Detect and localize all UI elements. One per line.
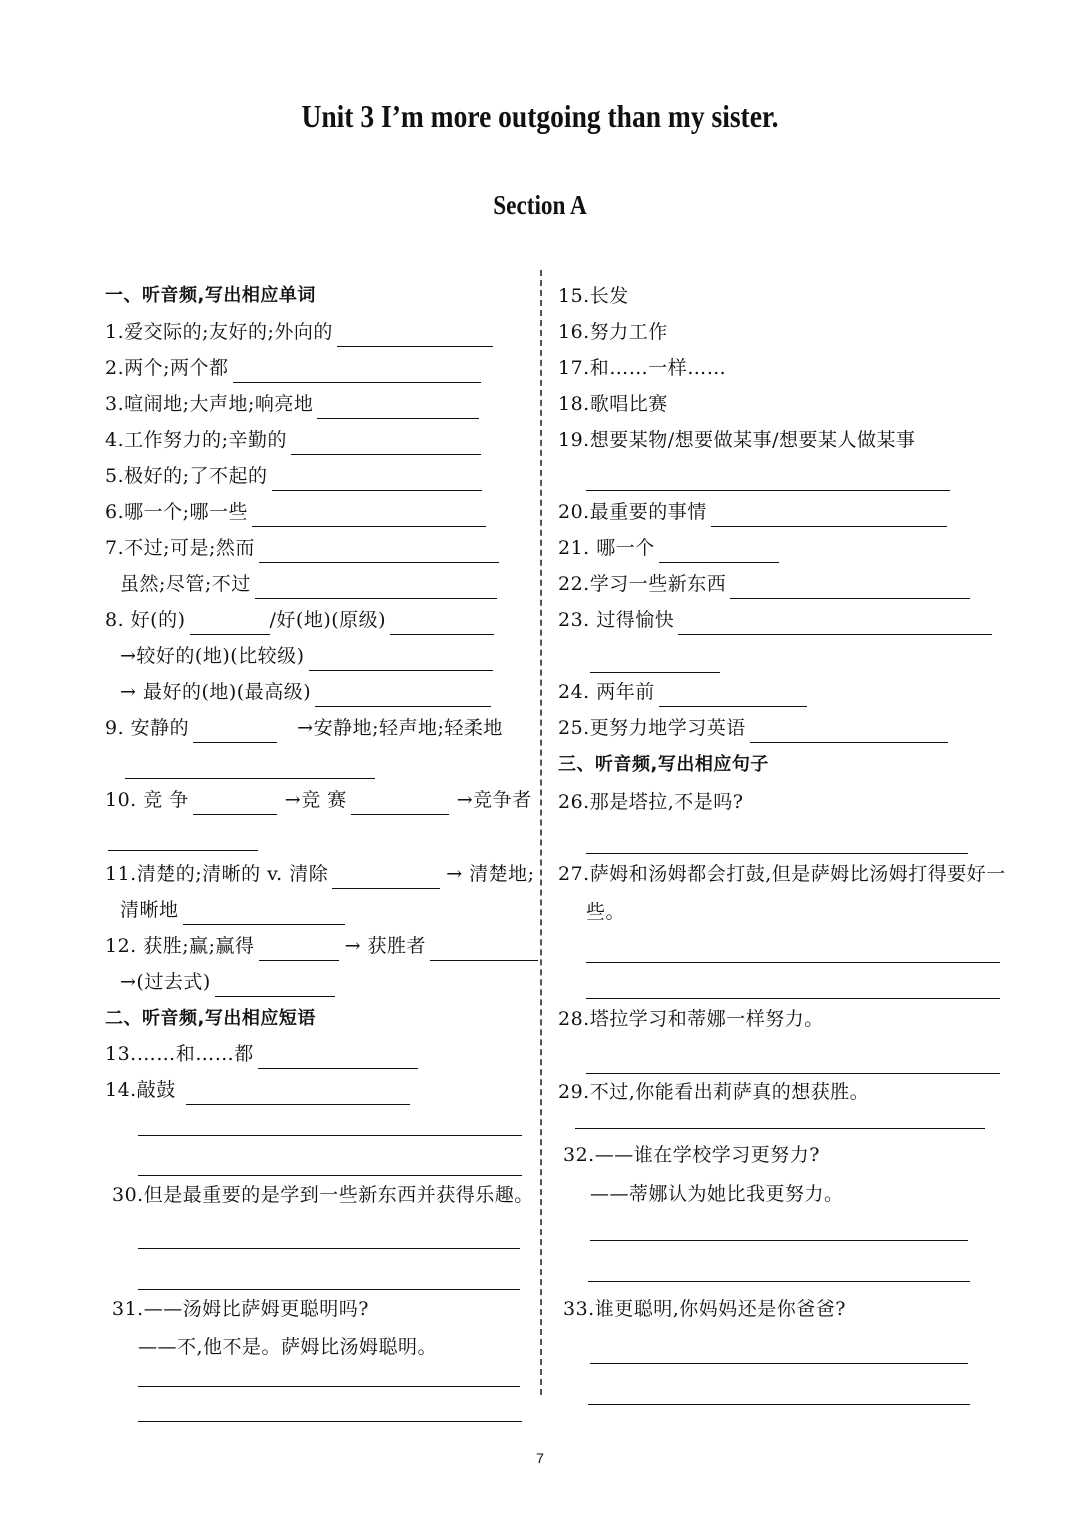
answer-blank-1[interactable] — [337, 315, 493, 347]
answer-blank-8c[interactable] — [309, 639, 493, 671]
answer-line-32a[interactable] — [590, 1240, 968, 1241]
question-31b-prompt: ——不,他不是。萨姆比汤姆聪明。 — [138, 1336, 438, 1358]
question-21 — [558, 531, 779, 565]
answer-line-29-right[interactable] — [575, 1128, 985, 1129]
question-8c — [120, 639, 493, 673]
answer-line-30b[interactable] — [138, 1289, 520, 1290]
question-32a-prompt: 32.——谁在学校学习更努力? — [563, 1144, 820, 1166]
question-11 — [105, 857, 535, 891]
question-26 — [558, 785, 743, 819]
question-30-prompt: 30.但是最重要的是学到一些新东西并获得乐趣。 — [112, 1184, 534, 1206]
question-20-prompt: 20.最重要的事情 — [558, 501, 707, 523]
answer-line-28[interactable] — [586, 1073, 1000, 1074]
answer-line-23b[interactable] — [590, 672, 720, 673]
question-4 — [105, 423, 481, 457]
question-17-prompt: 17.和……一样…… — [558, 357, 727, 379]
question-6-prompt: 6.哪一个;哪一些 — [105, 501, 249, 523]
page-number: 7 — [536, 1450, 544, 1466]
answer-blank-23[interactable] — [678, 603, 992, 635]
question-14 — [105, 1073, 410, 1107]
question-23-prompt: 23. 过得愉快 — [558, 609, 675, 631]
question-23 — [558, 603, 992, 637]
question-3-prompt: 3.喧闹地;大声地;响亮地 — [105, 393, 314, 415]
answer-blank-12a[interactable] — [259, 929, 339, 961]
answer-line-9b[interactable] — [125, 778, 375, 779]
question-31b — [138, 1330, 437, 1364]
question-8a-prompt: 8. 好(的) — [105, 609, 186, 631]
answer-line-31b[interactable] — [138, 1421, 522, 1422]
question-6 — [105, 495, 486, 529]
answer-blank-10a[interactable] — [193, 783, 277, 815]
answer-line-27b[interactable] — [586, 998, 1000, 999]
question-21-prompt: 21. 哪一个 — [558, 537, 655, 559]
answer-blank-2[interactable] — [233, 351, 481, 383]
question-17 — [558, 351, 726, 385]
question-16 — [558, 315, 668, 349]
answer-blank-5[interactable] — [272, 459, 482, 491]
question-11c-prompt: 清晰地 — [120, 899, 179, 921]
question-33 — [563, 1292, 846, 1326]
answer-blank-9a[interactable] — [193, 711, 277, 743]
question-14-prompt: 14.敲鼓 — [105, 1079, 176, 1101]
answer-line-27a[interactable] — [586, 962, 1000, 963]
question-5-prompt: 5.极好的;了不起的 — [105, 465, 268, 487]
question-2-prompt: 2.两个;两个都 — [105, 357, 229, 379]
answer-line-19[interactable] — [586, 490, 950, 491]
question-25 — [558, 711, 948, 745]
answer-blank-20[interactable] — [711, 495, 947, 527]
question-32b-prompt: ——蒂娜认为她比我更努力。 — [590, 1183, 844, 1205]
question-7b-prompt: 虽然;尽管;不过 — [120, 573, 251, 595]
question-7b — [120, 567, 497, 601]
question-13 — [105, 1037, 418, 1071]
question-27b-prompt: 些。 — [586, 901, 626, 923]
question-12c-prompt: →(过去式) — [120, 971, 211, 993]
answer-blank-6[interactable] — [252, 495, 486, 527]
answer-blank-12b[interactable] — [430, 929, 538, 961]
question-19-prompt: 19.想要某物/想要做某事/想要某人做某事 — [558, 429, 916, 451]
answer-blank-4[interactable] — [291, 423, 481, 455]
question-31a — [112, 1292, 369, 1326]
answer-blank-21[interactable] — [659, 531, 779, 563]
answer-blank-8b[interactable] — [390, 603, 494, 635]
question-25-prompt: 25.更努力地学习英语 — [558, 717, 746, 739]
section-heading: Section A — [493, 190, 587, 220]
answer-line-29b[interactable] — [138, 1175, 522, 1176]
question-2 — [105, 351, 481, 385]
part1-heading: 一、听音频,写出相应单词 — [105, 285, 316, 306]
question-22 — [558, 567, 970, 601]
answer-line-33b[interactable] — [588, 1404, 970, 1405]
question-11c — [120, 893, 345, 927]
answer-line-29a[interactable] — [138, 1135, 522, 1136]
question-15 — [558, 279, 629, 313]
question-31a-prompt: 31.——汤姆比萨姆更聪明吗? — [112, 1298, 369, 1320]
question-20 — [558, 495, 947, 529]
answer-blank-25[interactable] — [750, 711, 948, 743]
question-29 — [558, 1075, 869, 1109]
question-18 — [558, 387, 668, 421]
question-27a — [558, 857, 1006, 891]
answer-line-10c[interactable] — [108, 850, 258, 851]
question-19 — [558, 423, 916, 457]
answer-blank-3[interactable] — [317, 387, 479, 419]
question-30 — [112, 1178, 534, 1212]
question-26-prompt: 26.那是塔拉,不是吗? — [558, 791, 744, 813]
question-11a-prompt: 11.清楚的;清晰的 v. 清除 — [105, 863, 329, 885]
answer-blank-24[interactable] — [659, 675, 807, 707]
answer-blank-7b[interactable] — [255, 567, 497, 599]
answer-blank-8a[interactable] — [190, 603, 270, 635]
answer-line-33a[interactable] — [590, 1363, 968, 1364]
question-10 — [105, 783, 532, 817]
question-15-prompt: 15.长发 — [558, 285, 629, 307]
question-9b-prompt: →安静地;轻声地;轻柔地 — [297, 717, 503, 739]
question-13-prompt: 13.……和……都 — [105, 1043, 254, 1065]
question-24-prompt: 24. 两年前 — [558, 681, 655, 703]
question-4-prompt: 4.工作努力的;辛勤的 — [105, 429, 288, 451]
answer-blank-12c[interactable] — [215, 965, 335, 997]
page-title: Unit 3 I’m more outgoing than my sister. — [301, 98, 779, 134]
answer-blank-14[interactable] — [186, 1073, 410, 1105]
question-12b-prompt: → 获胜者 — [344, 935, 427, 957]
question-28 — [558, 1002, 824, 1036]
answer-blank-11a[interactable] — [332, 857, 440, 889]
question-33-prompt: 33.谁更聪明,你妈妈还是你爸爸? — [563, 1298, 846, 1320]
question-27a-prompt: 27.萨姆和汤姆都会打鼓,但是萨姆比汤姆打得要好一 — [558, 863, 1006, 885]
question-29-prompt: 29.不过,你能看出莉萨真的想获胜。 — [558, 1081, 870, 1103]
answer-blank-10b[interactable] — [351, 783, 449, 815]
part3-heading: 三、听音频,写出相应句子 — [558, 754, 769, 775]
question-11b-prompt: → 清楚地; — [446, 863, 535, 885]
question-8c-prompt: →较好的(地)(比较级) — [120, 645, 305, 667]
question-10a-prompt: 10. 竞 争 — [105, 789, 189, 811]
question-8a — [105, 603, 494, 637]
question-8b-prompt: /好(地)(原级) — [269, 609, 387, 631]
question-12a-prompt: 12. 获胜;赢;赢得 — [105, 935, 255, 957]
question-22-prompt: 22.学习一些新东西 — [558, 573, 727, 595]
question-16-prompt: 16.努力工作 — [558, 321, 668, 343]
question-1-prompt: 1.爱交际的;友好的;外向的 — [105, 321, 333, 343]
answer-line-32b[interactable] — [588, 1281, 970, 1282]
question-18-prompt: 18.歌唱比赛 — [558, 393, 668, 415]
question-10b-prompt: →竞 赛 — [284, 789, 347, 811]
answer-blank-7a[interactable] — [259, 531, 499, 563]
answer-line-31a[interactable] — [138, 1386, 520, 1387]
question-7a — [105, 531, 499, 565]
question-8d — [120, 675, 491, 709]
part2-heading: 二、听音频,写出相应短语 — [105, 1008, 316, 1029]
question-3 — [105, 387, 479, 421]
question-28-prompt: 28.塔拉学习和蒂娜一样努力。 — [558, 1008, 824, 1030]
question-1 — [105, 315, 493, 349]
question-32a — [563, 1138, 820, 1172]
column-divider — [540, 270, 542, 1395]
question-10c-prompt: →竞争者 — [456, 789, 532, 811]
answer-blank-11c[interactable] — [183, 893, 345, 925]
answer-blank-22[interactable] — [730, 567, 970, 599]
question-5 — [105, 459, 482, 493]
question-32b — [590, 1177, 844, 1211]
question-12c — [120, 965, 335, 999]
question-24 — [558, 675, 807, 709]
question-27b — [586, 895, 625, 929]
answer-line-26[interactable] — [586, 853, 968, 854]
question-12 — [105, 929, 538, 963]
answer-blank-8d[interactable] — [315, 675, 491, 707]
question-8d-prompt: → 最好的(地)(最高级) — [120, 681, 312, 703]
question-7a-prompt: 7.不过;可是;然而 — [105, 537, 255, 559]
answer-line-30a[interactable] — [138, 1248, 520, 1249]
answer-blank-13[interactable] — [258, 1037, 418, 1069]
question-9a-prompt: 9. 安静的 — [105, 717, 190, 739]
question-9 — [105, 711, 503, 745]
